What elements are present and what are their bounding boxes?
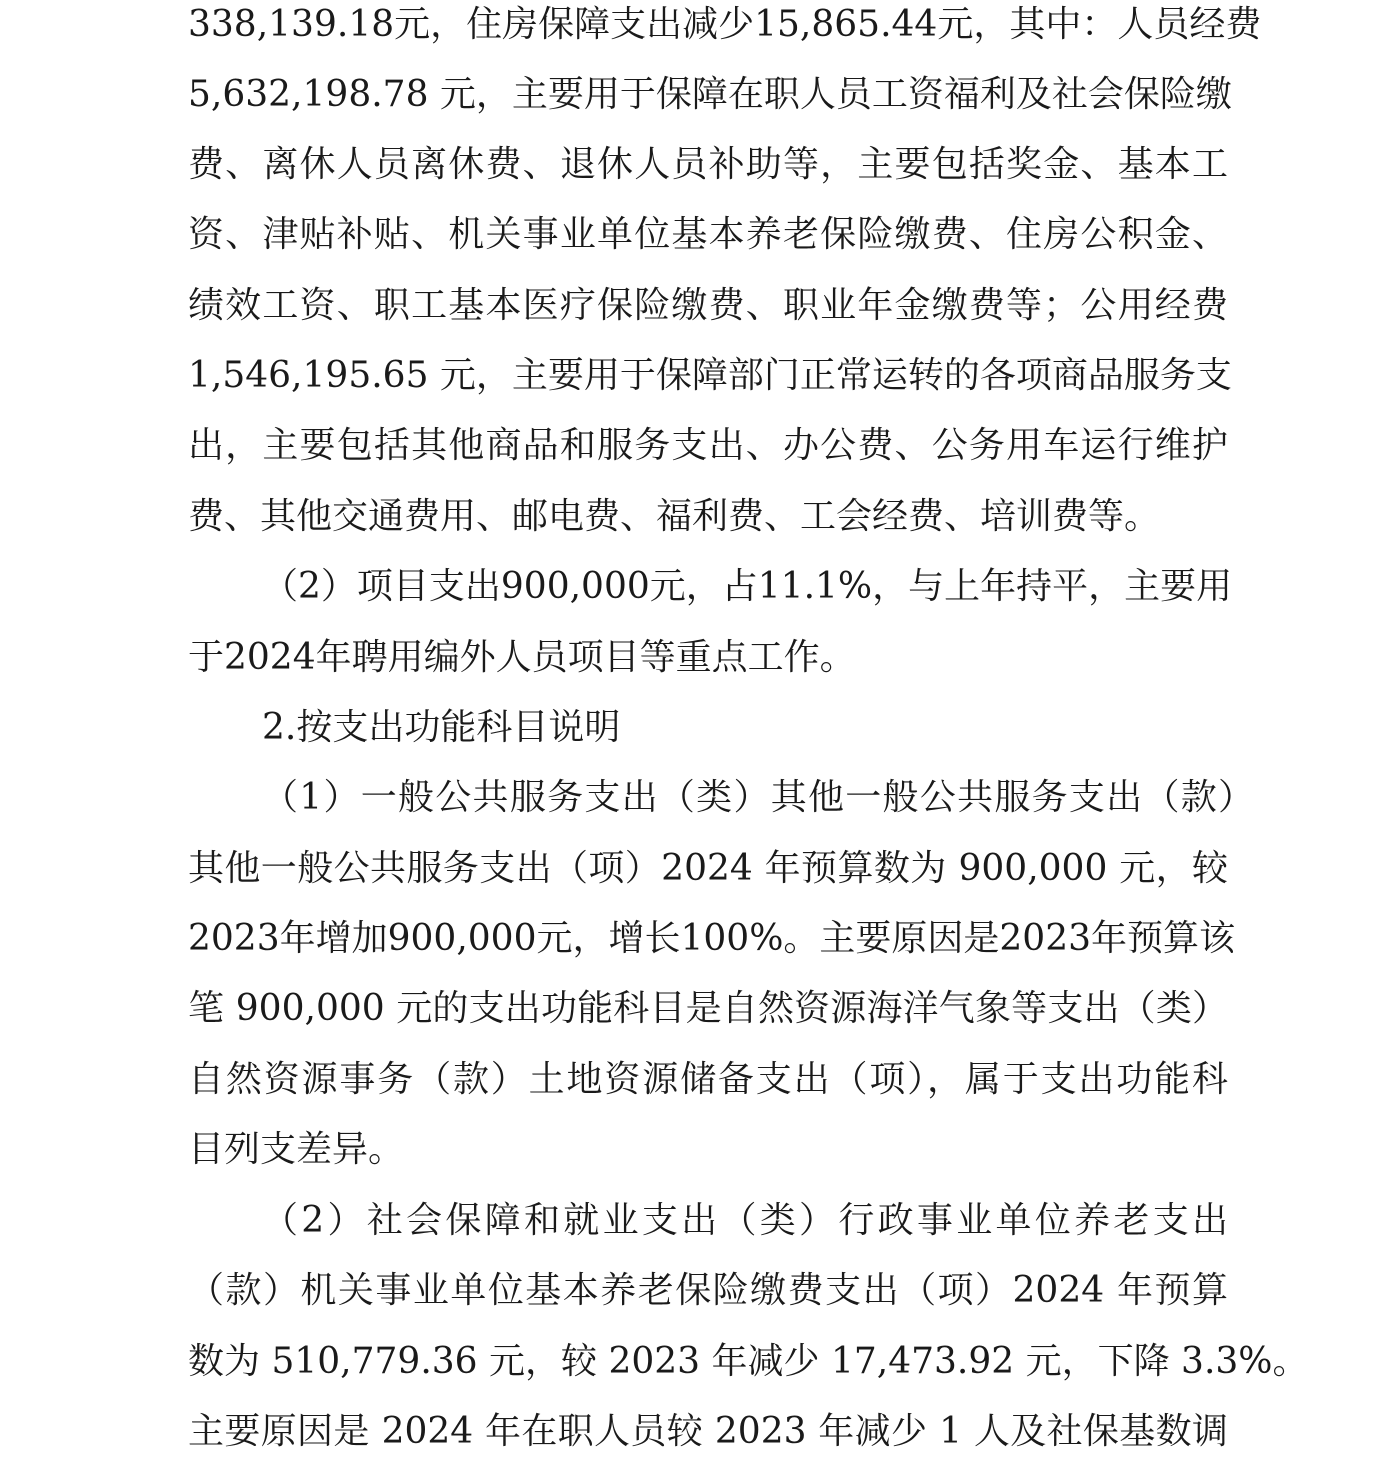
- text-line-6: 1,546,195.65 元，主要用于保障部门正常运转的各项商品服务支: [188, 355, 1232, 396]
- text-line-20: 数为 510,779.36 元，较 2023 年减少 17,473.92 元，下降 3.3%。: [188, 1341, 1309, 1382]
- text-line-1: 338,139.18元，住房保障支出减少15,865.44元，其中：人员经费: [188, 4, 1262, 45]
- text-line-19: （款）机关事业单位基本养老保险缴费支出（项）2024 年预算: [188, 1270, 1228, 1311]
- paragraph-general-public-services: （1）一般公共服务支出（类）其他一般公共服务支出（款）: [262, 777, 1254, 818]
- text-line-14: 2023年增加900,000元，增长100%。主要原因是2023年预算该: [188, 918, 1236, 959]
- text-line-5: 绩效工资、职工基本医疗保险缴费、职业年金缴费等；公用经费: [188, 285, 1228, 326]
- text-line-7: 出，主要包括其他商品和服务支出、办公费、公务用车运行维护: [188, 425, 1228, 466]
- section-heading: 2.按支出功能科目说明: [262, 707, 621, 748]
- text-line-2: 5,632,198.78 元，主要用于保障在职人员工资福利及社会保险缴: [188, 74, 1232, 115]
- text-line-13: 其他一般公共服务支出（项）2024 年预算数为 900,000 元，较: [188, 848, 1228, 889]
- paragraph-social-security: （2）社会保障和就业支出（类）行政事业单位养老支出: [262, 1200, 1228, 1241]
- text-line-3: 费、离休人员离休费、退休人员补助等，主要包括奖金、基本工: [188, 144, 1228, 185]
- paragraph-project-expenditure: （2）项目支出900,000元，占11.1%，与上年持平，主要用: [262, 566, 1233, 607]
- text-line-8: 费、其他交通费用、邮电费、福利费、工会经费、培训费等。: [188, 496, 1161, 537]
- text-line-16: 自然资源事务（款）土地资源储备支出（项），属于支出功能科: [188, 1059, 1228, 1100]
- text-line-21: 主要原因是 2024 年在职人员较 2023 年减少 1 人及社保基数调: [188, 1411, 1228, 1452]
- text-line-10: 于2024年聘用编外人员项目等重点工作。: [188, 637, 856, 678]
- text-line-4: 资、津贴补贴、机关事业单位基本养老保险缴费、住房公积金、: [188, 214, 1228, 255]
- text-line-15: 笔 900,000 元的支出功能科目是自然资源海洋气象等支出（类）: [188, 988, 1228, 1029]
- text-line-17: 目列支差异。: [188, 1129, 405, 1170]
